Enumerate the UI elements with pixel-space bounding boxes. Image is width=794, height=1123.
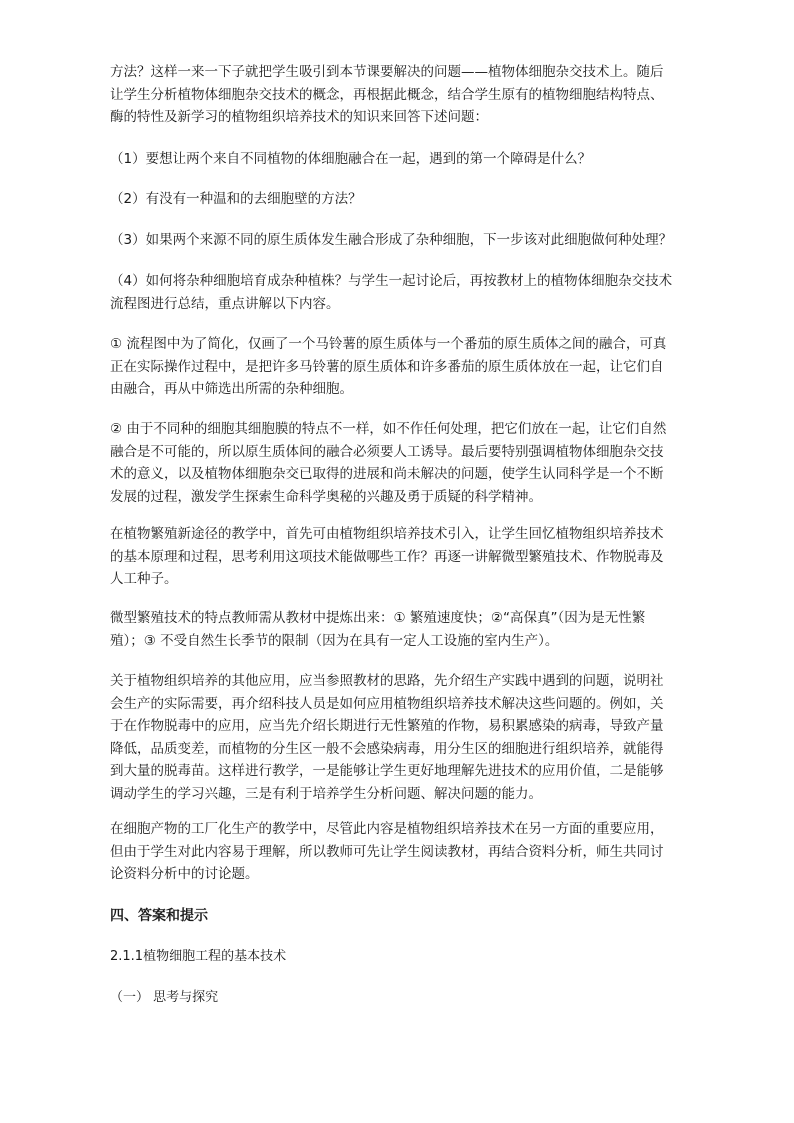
section-title: 2.1.1植物细胞工程的基本技术 (110, 949, 287, 964)
propagation-paragraph: 在植物繁殖新途径的教学中，首先可由植物组织培养技术引入，让学生回忆植物组织培养技术 的基本原理和过程，思考利用这项技术能做哪些工作？再逐一讲解微型繁殖技术、作物脱毒及 人工种子。 (110, 526, 664, 587)
question-2: （2）有没有一种温和的去细胞壁的方法？ (110, 191, 362, 207)
point-1-paragraph: ① 流程图中为了简化，仅画了一个马铃薯的原生质体与一个番茄的原生质体之间的融合，可真 正在实际操作过程中，是把许多马铃薯的原生质体和许多番茄的原生质体放在一起，让它们自 由融合，再从中筛选出所需的杂种细胞。 (110, 336, 667, 397)
subsection-title: （一） 思考与探究 (110, 990, 219, 1005)
applications-paragraph: 关于植物组织培养的其他应用，应当参照教材的思路，先介绍生产实践中遇到的问题，说明社 会生产的实际需要，再介绍科技人员是如何应用植物组织培养技术解决这些问题的。例如，关 于在作物脱毒中的应用，应当先介绍长期进行无性繁殖的作物，易积累感染的病毒，导致产量 降低，品质变差，而植物的分生区一般不会感染病毒，用分生区的细胞进行组织培养，就能得 到大量的脱毒苗。这样进行教学，一是能够让学生更好地理解先进技术的应用价值，二是能够 调动学生的学习兴趣，三是有利于培养学生分析问题、解决问题的能力。 (110, 673, 664, 802)
section-heading: 四、答案和提示 (110, 908, 208, 924)
factory-production-paragraph: 在细胞产物的工厂化生产的教学中，尽管此内容是植物组织培养技术在另一方面的重要应用， 但由于学生对此内容易于理解，所以教师可先让学生阅读教材，再结合资料分析，师生共同讨 论资料分析中的讨论题。 (110, 821, 664, 882)
intro-paragraph: 方法？这样一来一下子就把学生吸引到本节课要解决的问题——植物体细胞杂交技术上。随后 让学生分析植物体细胞杂交技术的概念，再根据此概念，结合学生原有的植物细胞结构特点、 酶的特性及新学习的植物组织培养技术的知识来回答下述问题： (110, 64, 664, 125)
point-2-paragraph: ② 由于不同种的细胞其细胞膜的特点不一样，如不作任何处理，把它们放在一起，让它们自然 融合是不可能的，所以原生质体间的融合必须要人工诱导。最后要特别强调植物体细胞杂交技 术的意义，以及植物体细胞杂交已取得的进展和尚未解决的问题，使学生认同科学是一个不断 发展的过程，激发学生探索生命科学奥秘的兴趣及勇于质疑的科学精神。 (110, 421, 667, 505)
question-1: （1）要想让两个来自不同植物的体细胞融合在一起，遇到的第一个障碍是什么？ (110, 151, 592, 167)
question-4: （4）如何将杂种细胞培育成杂种植株？与学生一起讨论后，再按教材上的植物体细胞杂交技术 流程图进行总结，重点讲解以下内容。 (110, 273, 673, 312)
micropropagation-paragraph: 微型繁殖技术的特点教师需从教材中提炼出来：① 繁殖速度快；②“高保真”（因为是无性繁 殖）；③ 不受自然生长季节的限制（因为在具有一定人工设施的室内生产）。 (110, 610, 646, 649)
question-3: （3）如果两个来源不同的原生质体发生融合形成了杂种细胞，下一步该对此细胞做何种处理？ (110, 232, 673, 248)
